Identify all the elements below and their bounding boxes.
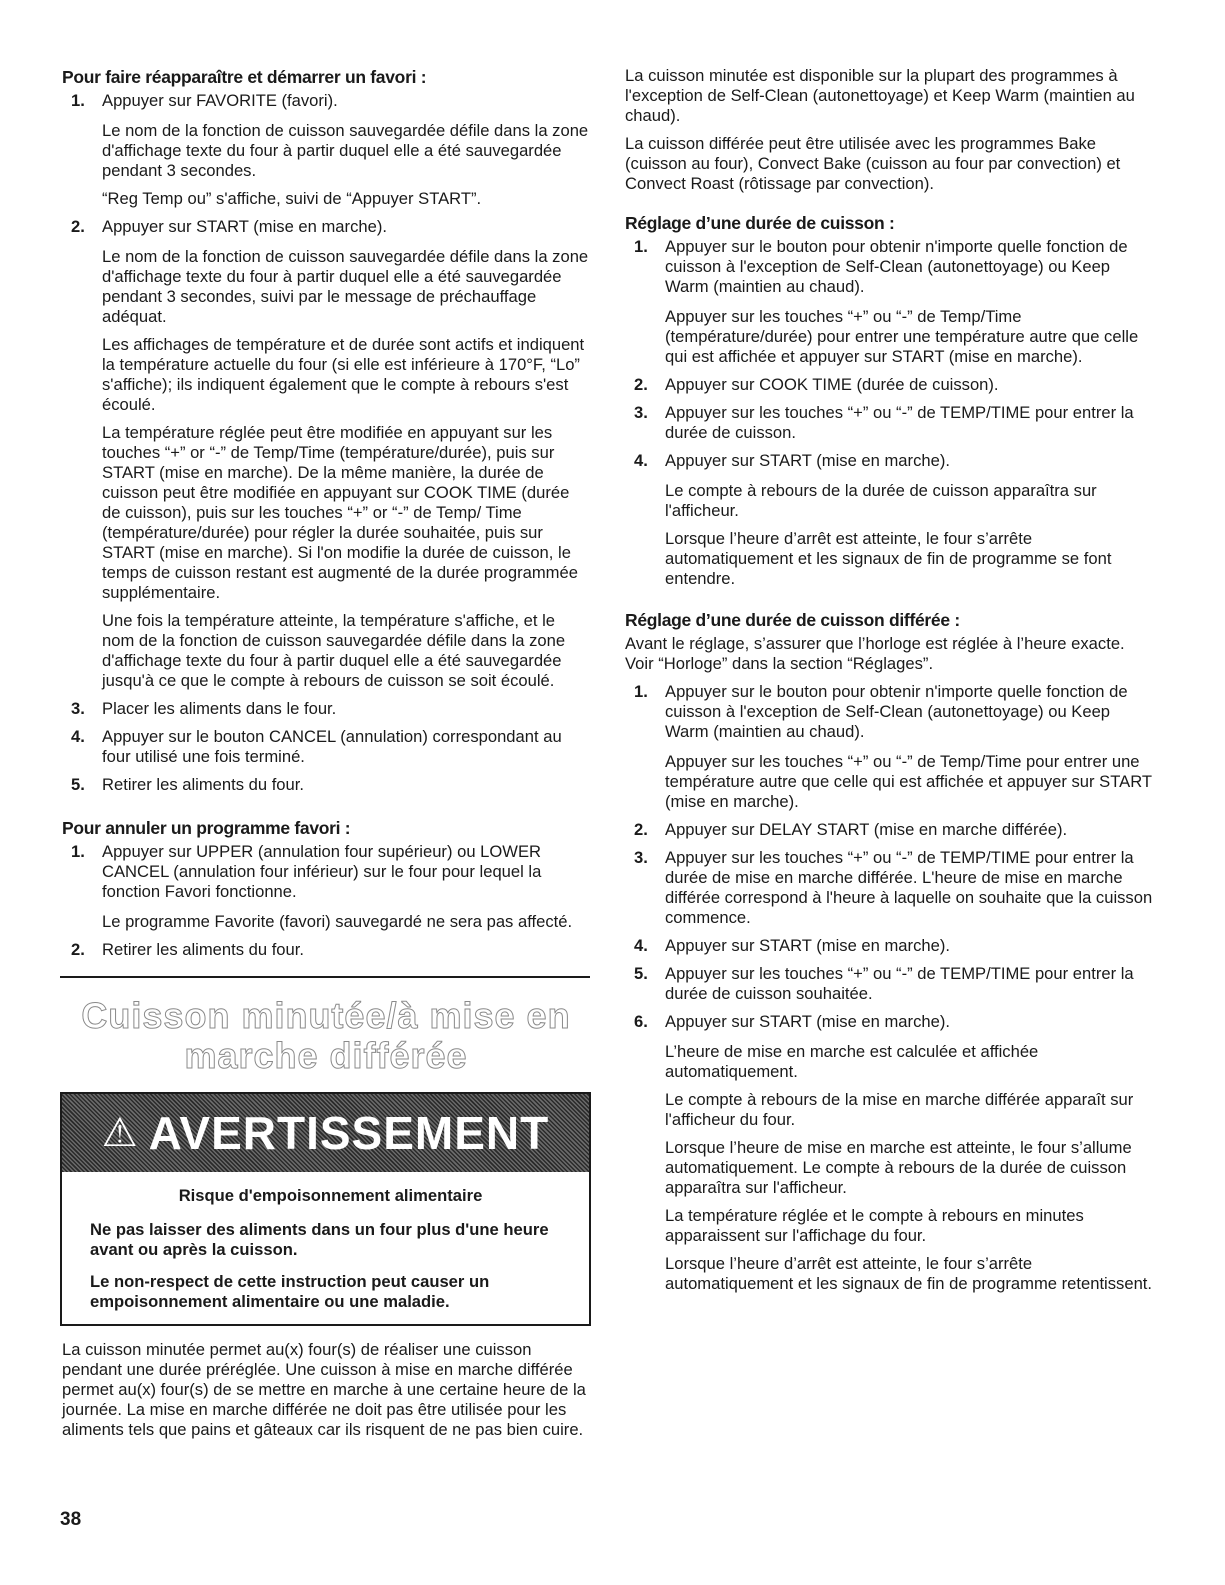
delayed-availability-paragraph: La cuisson différée peut être utilisée avec les programmes Bake (cuisson au four), Convect Bake (cuisson au four par convection) et Convect Roast (rôtissage par convection). [625,134,1121,193]
step-instruction: Appuyer sur START (mise en marche). [665,451,950,470]
step-number: 2. [71,940,85,959]
step-instruction: Placer les aliments dans le four. [102,699,337,718]
delayed-cook-intro: Avant le réglage, s’assurer que l’horloge est réglée à l’heure exacte. Voir “Horloge” dans la section “Réglages”. [625,634,1125,673]
step-item [62,940,590,960]
step-instruction: Appuyer sur START (mise en marche). [665,936,950,955]
section-divider [60,976,590,978]
step-detail: Lorsque l’heure d’arrêt est atteinte, le four s’arrête automatiquement et les signaux de fin de programme se font entendre. [665,529,1112,588]
timed-cooking-intro: La cuisson minutée permet au(x) four(s) de réaliser une cuisson pendant une durée préréglée. Une cuisson à mise en marche différée permet au(x) four(s) de se mettre en marche à une certaine heure de la journée. La mise en marche différée ne doit pas être utilisée pour les aliments tels que pains et gâteaux car ils risquent de ne pas bien cuire. [62,1340,586,1439]
step-number: 3. [634,403,648,422]
step-item [62,842,590,932]
step-detail: Lorsque l’heure d’arrêt est atteinte, le four s’arrête automatiquement et les signaux de fin de programme retentissent. [665,1254,1153,1293]
step-detail: La température réglée peut être modifiée en appuyant sur les touches “+” or “-” de Temp/Time (température/durée), puis sur START (mise en marche). De la même manière, la durée de cuisson peut être modifiée en appuyant sur COOK TIME (durée de cuisson), puis sur les touches “+” or “-” de Temp/ Time (température/durée) pour régler la durée souhaitée, puis sur START (mise en marche). Si l'on modifie la durée de cuisson, le temps de cuisson restant est augmenté de la durée programmée supplémentaire. [102,423,578,602]
step-number: 5. [634,964,648,983]
step-number: 3. [634,848,648,867]
step-instruction: Appuyer sur le bouton pour obtenir n'importe quelle fonction de cuisson à l'exception de Self-Clean (autonettoyage) ou Keep Warm (maintien au chaud). [665,682,1128,741]
section-title [62,996,590,1076]
warning-header-text: AVERTISSEMENT [148,1107,550,1159]
warning-body [62,1172,589,1324]
step-detail: L’heure de mise en marche est calculée et affichée automatiquement. [665,1042,1039,1081]
step-item [62,727,590,767]
step-instruction: Appuyer sur START (mise en marche). [665,1012,950,1031]
left-column [62,66,590,1448]
step-item [625,403,1157,443]
step-number: 4. [71,727,85,746]
warning-line-2: Le non-respect de cette instruction peut causer un empoisonnement alimentaire ou une maladie. [90,1272,490,1311]
step-number: 1. [634,682,648,701]
step-item [625,375,1157,395]
step-item [625,451,1157,589]
step-detail: Le nom de la fonction de cuisson sauvegardée défile dans la zone d'affichage texte du four à partir duquel elle a été sauvegardée pendant 3 secondes, suivi par le message de préchauffage adéquat. [102,247,589,326]
step-item [625,820,1157,840]
step-number: 2. [634,820,648,839]
step-number: 2. [71,217,85,236]
warning-title: Risque d'empoisonnement alimentaire [178,1186,483,1205]
warning-triangle-icon: ⚠ [101,1111,139,1155]
step-detail: Le programme Favorite (favori) sauvegardé ne sera pas affecté. [102,912,573,931]
page-number: 38 [60,1509,82,1530]
step-item [62,217,590,691]
section-title-line2: marche différée [184,1035,468,1076]
step-item [625,936,1157,956]
step-instruction: Appuyer sur COOK TIME (durée de cuisson). [665,375,999,394]
step-instruction: Appuyer sur le bouton pour obtenir n'importe quelle fonction de cuisson à l'exception de Self-Clean (autonettoyage) ou Keep Warm (maintien au chaud). [665,237,1128,296]
step-item [625,964,1157,1004]
step-instruction: Appuyer sur DELAY START (mise en marche différée). [665,820,1068,839]
step-number: 6. [634,1012,648,1031]
step-number: 4. [634,936,648,955]
step-number: 4. [634,451,648,470]
right-column [625,66,1157,1302]
warning-header [62,1094,589,1172]
step-number: 2. [634,375,648,394]
step-detail: Les affichages de température et de durée sont actifs et indiquent la température actuelle du four (si elle est inférieure à 170°F, “Lo” s'affiche); ils indiquent également que le compte à rebours s'est écoulé. [102,335,585,414]
step-instruction: Retirer les aliments du four. [102,775,304,794]
step-number: 3. [71,699,85,718]
step-number: 5. [71,775,85,794]
step-detail: Le compte à rebours de la mise en marche différée apparaît sur l'afficheur du four. [665,1090,1134,1129]
step-instruction: Appuyer sur le bouton CANCEL (annulation) correspondant au four utilisé une fois terminé. [102,727,562,766]
step-instruction: Appuyer sur les touches “+” ou “-” de TEMP/TIME pour entrer la durée de mise en marche différée. L'heure de mise en marche différée correspond à l'heure à laquelle on souhaite que la cuisson commence. [665,848,1153,927]
step-instruction: Appuyer sur les touches “+” ou “-” de TEMP/TIME pour entrer la durée de cuisson souhaitée. [665,964,1134,1003]
step-detail: “Reg Temp ou” s'affiche, suivi de “Appuyer START”. [102,189,482,208]
delayed-cook-heading: Réglage d’une durée de cuisson différée : [625,610,960,630]
timed-availability-paragraph: La cuisson minutée est disponible sur la plupart des programmes à l'exception de Self-Clean (autonettoyage) et Keep Warm (maintien au chaud). [625,66,1135,125]
cook-time-steps [625,237,1157,589]
warning-box [60,1092,591,1326]
step-instruction: Appuyer sur FAVORITE (favori). [102,91,338,110]
step-detail: Lorsque l’heure de mise en marche est atteinte, le four s’allume automatiquement. Le compte à rebours de la durée de cuisson apparaîtra sur l'afficheur. [665,1138,1132,1197]
step-detail: Le nom de la fonction de cuisson sauvegardée défile dans la zone d'affichage texte du four à partir duquel elle a été sauvegardée pendant 3 secondes. [102,121,589,180]
step-item [625,1012,1157,1294]
step-instruction: Appuyer sur les touches “+” ou “-” de TEMP/TIME pour entrer la durée de cuisson. [665,403,1134,442]
favorite-heading: Pour faire réapparaître et démarrer un favori : [62,67,427,87]
cook-time-heading: Réglage d’une durée de cuisson : [625,213,895,233]
step-item [62,775,590,795]
step-detail: Appuyer sur les touches “+” ou “-” de Temp/Time pour entrer une température autre que celle qui est affichée et appuyer sur START (mise en marche). [665,752,1152,811]
step-detail: Le compte à rebours de la durée de cuisson apparaîtra sur l'afficheur. [665,481,1097,520]
step-item [625,848,1157,928]
step-item [625,237,1157,367]
step-number: 1. [71,91,85,110]
step-detail: Une fois la température atteinte, la température s'affiche, et le nom de la fonction de cuisson sauvegardée défile dans la zone d'affichage texte du four à partir duquel elle a été sauvegardée jusqu'à ce que le compte à rebours de cuisson se soit écoulé. [102,611,566,690]
delayed-cook-steps [625,682,1157,1294]
step-number: 1. [634,237,648,256]
cancel-favorite-heading: Pour annuler un programme favori : [62,818,351,838]
step-instruction: Appuyer sur UPPER (annulation four supérieur) ou LOWER CANCEL (annulation four inférieur) sur le four pour lequel la fonction Favori fonctionne. [102,842,542,901]
cancel-favorite-steps [62,842,590,960]
step-item [62,699,590,719]
step-instruction: Appuyer sur START (mise en marche). [102,217,387,236]
step-instruction: Retirer les aliments du four. [102,940,304,959]
step-item [62,91,590,209]
step-detail: Appuyer sur les touches “+” ou “-” de Temp/Time (température/durée) pour entrer une température autre que celle qui est affichée et appuyer sur START (mise en marche). [665,307,1139,366]
section-title-line1: Cuisson minutée/à mise en [81,995,571,1036]
step-number: 1. [71,842,85,861]
warning-line-1: Ne pas laisser des aliments dans un four plus d'une heure avant ou après la cuisson. [90,1220,549,1259]
step-item [625,682,1157,812]
favorite-steps [62,91,590,795]
step-detail: La température réglée et le compte à rebours en minutes apparaissent sur l'affichage du four. [665,1206,1084,1245]
